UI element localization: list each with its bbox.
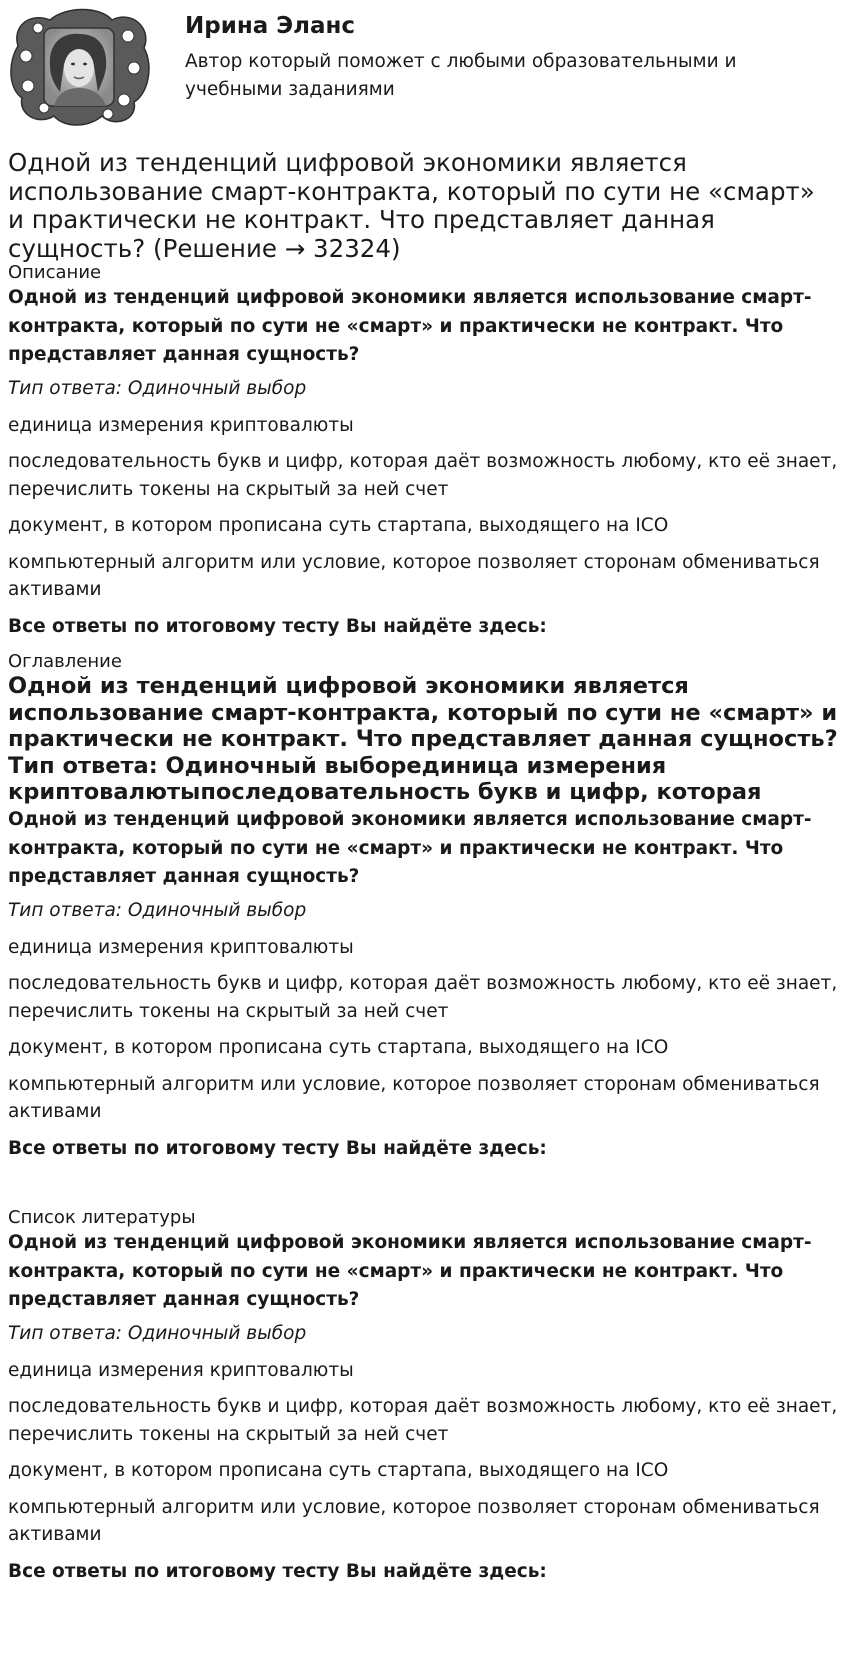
section-label-toc: Оглавление	[8, 651, 122, 672]
answer-option: документ, в котором прописана суть стартапа, выходящего на ICO	[8, 1460, 669, 1481]
question-text: Одной из тенденций цифровой экономики является использование смарт-контракта, который по сути не «смарт» и практически не контракт. Что представляет данная сущность?	[8, 809, 812, 887]
all-answers-link[interactable]: Все ответы по итоговому тесту Вы найдёте здесь:	[8, 1560, 547, 1582]
author-avatar	[8, 6, 152, 126]
author-description: Автор который поможет с любыми образовательными и учебными заданиями	[185, 51, 737, 100]
answer-option: последовательность букв и цифр, которая даёт возможность любому, кто её знает, перечислить токены на скрытый за ней счет	[8, 1396, 838, 1445]
toc-section	[8, 651, 840, 1163]
answer-option: документ, в котором прописана суть стартапа, выходящего на ICO	[8, 515, 669, 536]
answer-option: единица измерения криптовалюты	[8, 936, 354, 958]
answer-option: последовательность букв и цифр, которая даёт возможность любому, кто её знает, перечислить токены на скрытый за ней счет	[8, 973, 838, 1022]
answer-option: единица измерения криптовалюты	[8, 1359, 354, 1381]
answer-type: Тип ответа: Одиночный выбор	[8, 377, 307, 399]
answer-option: компьютерный алгоритм или условие, которое позволяет сторонам обмениваться активами	[8, 1073, 820, 1122]
literature-section	[8, 1207, 840, 1586]
question-text: Одной из тенденций цифровой экономики является использование смарт-контракта, который по сути не «смарт» и практически не контракт. Что представляет данная сущность?	[8, 1232, 812, 1310]
answer-option: документ, в котором прописана суть стартапа, выходящего на ICO	[8, 1037, 669, 1058]
answer-option: компьютерный алгоритм или условие, которое позволяет сторонам обмениваться активами	[8, 551, 820, 600]
author-card	[0, 0, 847, 140]
answer-option: последовательность букв и цифр, которая даёт возможность любому, кто её знает, перечислить токены на скрытый за ней счет	[8, 451, 838, 500]
answer-option: компьютерный алгоритм или условие, которое позволяет сторонам обмениваться активами	[8, 1496, 820, 1545]
answer-option: единица измерения криптовалюты	[8, 414, 354, 436]
toc-heading: Одной из тенденций цифровой экономики является использование смарт-контракта, который по сути не «смарт» и практически не контракт. Что представляет данная сущность?Тип ответа: Одиночный выборединица измерения криптовалютыпоследовательность букв и цифр, которая	[8, 673, 838, 805]
answer-type: Тип ответа: Одиночный выбор	[8, 899, 307, 921]
author-name: Ирина Эланс	[185, 13, 356, 39]
page-title: Одной из тенденций цифровой экономики является использование смарт-контракта, который по сути не «смарт» и практически не контракт. Что представляет данная сущность? (Решение → 32324)	[8, 148, 815, 263]
description-section	[8, 262, 840, 641]
answer-type: Тип ответа: Одиночный выбор	[8, 1322, 307, 1344]
all-answers-link[interactable]: Все ответы по итоговому тесту Вы найдёте здесь:	[8, 615, 547, 637]
all-answers-link[interactable]: Все ответы по итоговому тесту Вы найдёте здесь:	[8, 1137, 547, 1159]
question-text: Одной из тенденций цифровой экономики является использование смарт-контракта, который по сути не «смарт» и практически не контракт. Что представляет данная сущность?	[8, 287, 812, 365]
section-label-literature: Список литературы	[8, 1207, 196, 1228]
section-label-description: Описание	[8, 262, 102, 283]
